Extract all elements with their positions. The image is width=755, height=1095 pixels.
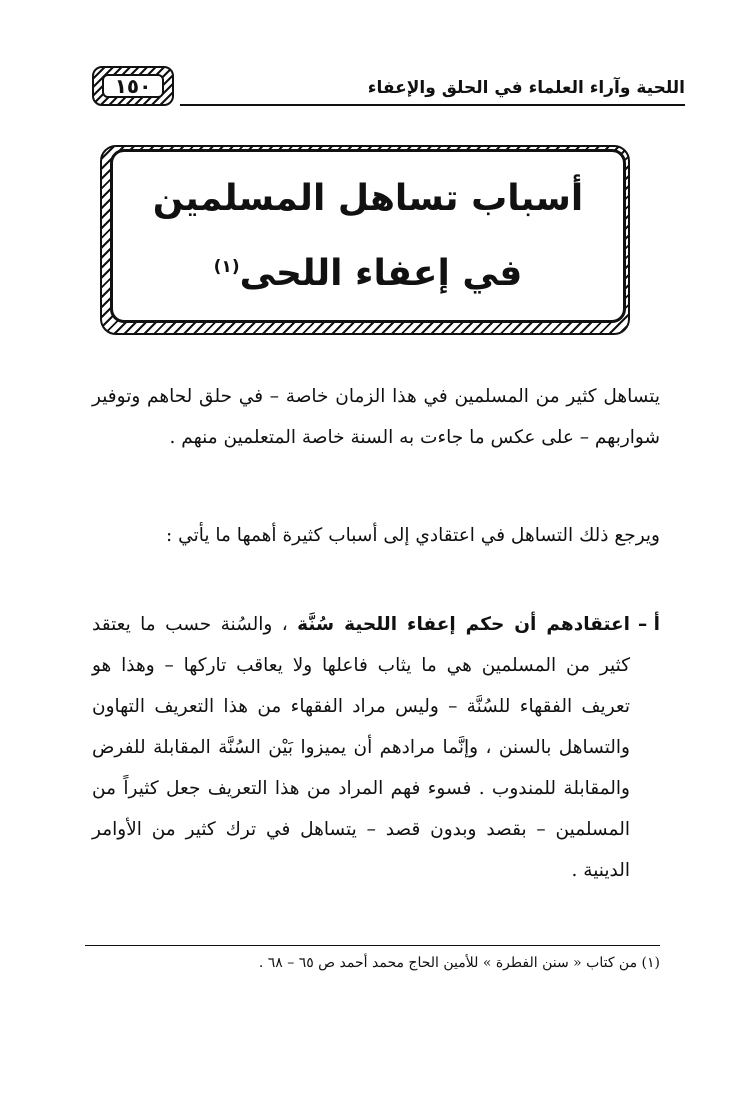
header-rule bbox=[180, 104, 685, 106]
footnote-rule bbox=[85, 945, 660, 946]
list-item-text: ، والسُنة حسب ما يعتقد كثير من المسلمين هي ما يثاب فاعلها ولا يعاقب تاركها – وهذا هو تعريف الفقهاء للسُنَّة – وليس مراد الفقهاء من هذا التعريف التهاون والتساهل بالسنن ، وإنَّما مرادهم أن يميزوا بَيْن السُنَّة المقابلة للفرض والمقابلة للمندوب . فسوء فهم المراد من هذا التعريف جعل كثيراً من المسلمين – بقصد وبدون قصد – يتساهل في ترك كثير من الأوامر الدينية . bbox=[92, 614, 630, 881]
page-number-badge bbox=[92, 66, 174, 106]
running-header-title: اللحية وآراء العلماء في الحلق والإعفاء bbox=[367, 78, 685, 98]
chapter-title-frame bbox=[100, 145, 630, 335]
body-paragraph-1: يتساهل كثير من المسلمين في هذا الزمان خاصة – في حلق لحاهم وتوفير شواربهم – على عكس ما جاءت به السنة خاصة المتعلمين منهم . bbox=[92, 386, 660, 448]
footnote-text: (١) من كتاب « سنن الفطرة » للأمين الحاج محمد أحمد ص ٦٥ – ٦٨ . bbox=[258, 955, 660, 971]
chapter-title-line-2 bbox=[113, 253, 623, 294]
list-item-lead: اعتقادهم أن حكم إعفاء اللحية سُنَّة bbox=[297, 614, 630, 635]
body-paragraph-2: ويرجع ذلك التساهل في اعتقادي إلى أسباب كثيرة أهمها ما يأتي : bbox=[166, 525, 660, 546]
footnote-reference: (١) bbox=[213, 257, 240, 277]
chapter-title-line-1: أسباب تساهل المسلمين bbox=[152, 178, 584, 219]
list-item-a bbox=[92, 604, 660, 891]
chapter-title-box bbox=[110, 149, 626, 323]
list-item-body bbox=[92, 604, 630, 891]
chapter-title-line-2-text: في إعفاء اللحى bbox=[239, 253, 523, 294]
page-number: ١٥٠ bbox=[102, 74, 164, 98]
list-item-marker: أ – bbox=[637, 614, 660, 635]
